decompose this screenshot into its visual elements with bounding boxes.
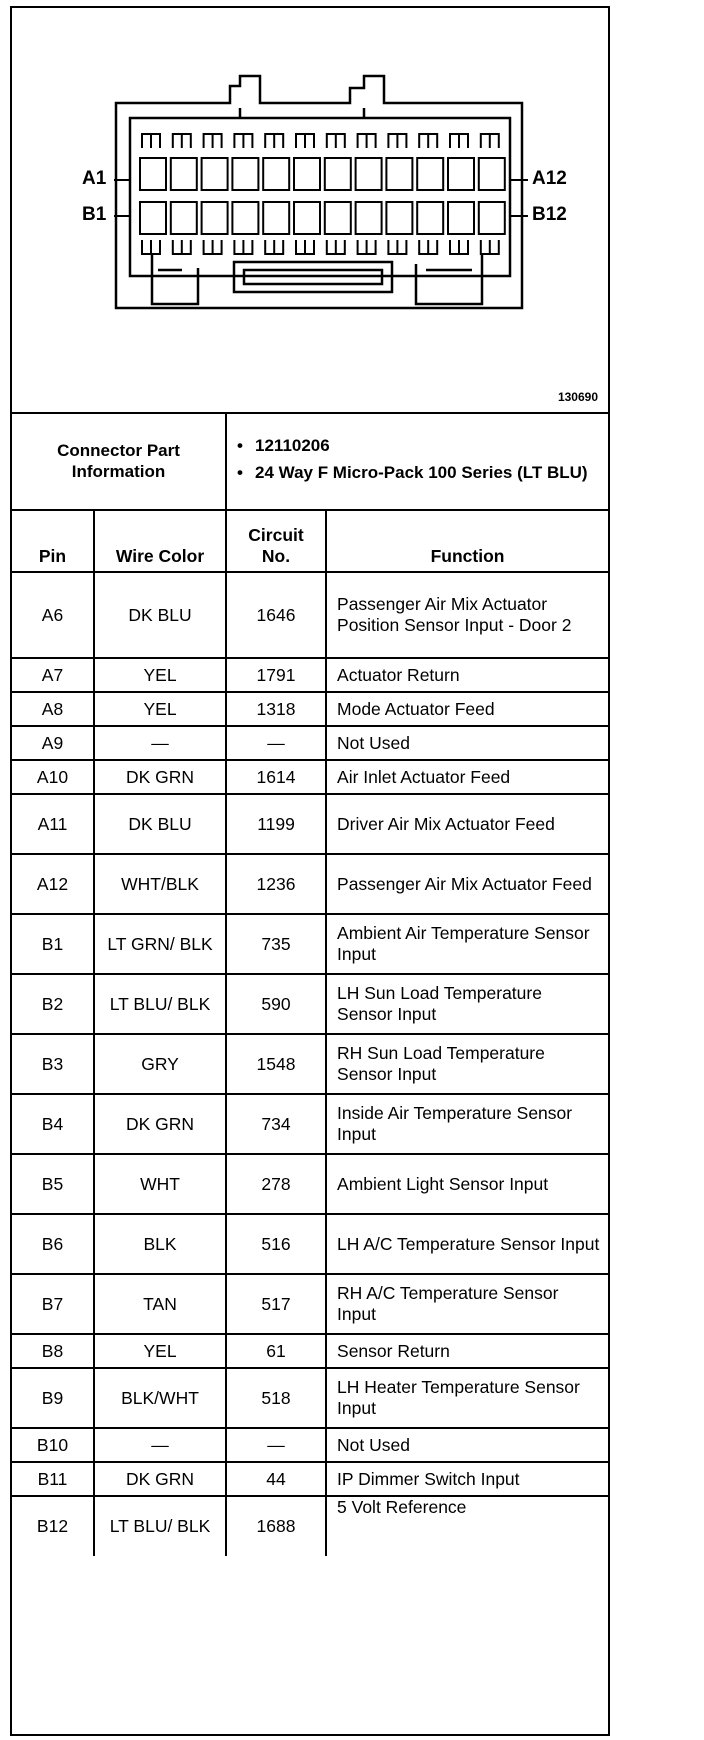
terminal-latch-top xyxy=(173,134,191,148)
terminal-cavity-a xyxy=(417,158,443,190)
table-row xyxy=(12,974,608,1034)
pin-cell: B8 xyxy=(12,1334,94,1368)
table-row xyxy=(12,726,608,760)
function-cell: Passenger Air Mix Actuator Position Sensor Input - Door 2 xyxy=(326,572,608,658)
function-cell: Air Inlet Actuator Feed xyxy=(326,760,608,794)
circuit-cell: 1318 xyxy=(226,692,326,726)
function-cell: Driver Air Mix Actuator Feed xyxy=(326,794,608,854)
terminal-latch-bottom xyxy=(327,240,345,254)
wire-color-cell: WHT xyxy=(94,1154,226,1214)
wire-color-cell: TAN xyxy=(94,1274,226,1334)
pin-cell: A11 xyxy=(12,794,94,854)
table-row xyxy=(12,1368,608,1428)
terminal-latch-top xyxy=(265,134,283,148)
wire-color-cell: DK BLU xyxy=(94,572,226,658)
header-wire-color: Wire Color xyxy=(94,510,226,572)
terminal-latch-top xyxy=(419,134,437,148)
terminal-cavity-b xyxy=(294,202,320,234)
terminal-latch-bottom xyxy=(265,240,283,254)
terminal-latch-bottom xyxy=(388,240,406,254)
terminal-cavity-a xyxy=(202,158,228,190)
terminal-latch-bottom xyxy=(450,240,468,254)
pin-cell: B2 xyxy=(12,974,94,1034)
terminal-cavity-a xyxy=(232,158,258,190)
circuit-cell: 590 xyxy=(226,974,326,1034)
wire-color-cell: LT BLU/ BLK xyxy=(94,974,226,1034)
table-row xyxy=(12,760,608,794)
terminal-cavity-b xyxy=(479,202,505,234)
pin-cell: A7 xyxy=(12,658,94,692)
circuit-cell: 1199 xyxy=(226,794,326,854)
table-row xyxy=(12,914,608,974)
connector-info xyxy=(226,412,608,510)
connector-part-number: • 12110206 xyxy=(235,435,600,456)
terminal-cavity-a xyxy=(479,158,505,190)
wire-color-cell: WHT/BLK xyxy=(94,854,226,914)
circuit-cell: 1646 xyxy=(226,572,326,658)
function-cell: Ambient Light Sensor Input xyxy=(326,1154,608,1214)
circuit-cell: 1548 xyxy=(226,1034,326,1094)
terminal-cavity-a xyxy=(325,158,351,190)
connector-info-row xyxy=(12,412,608,510)
terminal-cavity-b xyxy=(325,202,351,234)
connector-diagram xyxy=(12,8,608,414)
header-row xyxy=(12,510,608,572)
pin-cell: B12 xyxy=(12,1496,94,1556)
table-row xyxy=(12,1154,608,1214)
table-row xyxy=(12,692,608,726)
pinout-table xyxy=(12,412,608,1556)
pin-cell: B3 xyxy=(12,1034,94,1094)
wire-color-cell: LT GRN/ BLK xyxy=(94,914,226,974)
wire-color-cell: BLK xyxy=(94,1214,226,1274)
label-b12: B12 xyxy=(532,204,567,225)
header-pin: Pin xyxy=(12,510,94,572)
terminal-cavity-b xyxy=(263,202,289,234)
circuit-cell: — xyxy=(226,1428,326,1462)
wire-color-cell: GRY xyxy=(94,1034,226,1094)
table-row xyxy=(12,1214,608,1274)
label-a12: A12 xyxy=(532,168,567,189)
wire-color-cell: LT BLU/ BLK xyxy=(94,1496,226,1556)
header-function: Function xyxy=(326,510,608,572)
terminal-cavity-b xyxy=(202,202,228,234)
table-row xyxy=(12,1334,608,1368)
pin-cell: B6 xyxy=(12,1214,94,1274)
function-cell: Passenger Air Mix Actuator Feed xyxy=(326,854,608,914)
wire-color-cell: YEL xyxy=(94,692,226,726)
terminal-cavity-b xyxy=(386,202,412,234)
circuit-cell: 1236 xyxy=(226,854,326,914)
terminal-cavity-b xyxy=(356,202,382,234)
wire-color-cell: YEL xyxy=(94,1334,226,1368)
terminal-latch-top xyxy=(296,134,314,148)
circuit-cell: 1614 xyxy=(226,760,326,794)
header-circuit-no: Circuit No. xyxy=(226,510,326,572)
pin-cell: A6 xyxy=(12,572,94,658)
wire-color-cell: DK BLU xyxy=(94,794,226,854)
table-row xyxy=(12,1428,608,1462)
terminal-cavity-b xyxy=(171,202,197,234)
table-row xyxy=(12,1274,608,1334)
pin-cell: B7 xyxy=(12,1274,94,1334)
pin-cell: B9 xyxy=(12,1368,94,1428)
terminal-cavity-a xyxy=(356,158,382,190)
terminal-latch-top xyxy=(142,134,160,148)
terminal-cavity-b xyxy=(232,202,258,234)
terminal-latch-bottom xyxy=(296,240,314,254)
circuit-cell: 735 xyxy=(226,914,326,974)
table-row xyxy=(12,854,608,914)
table-row xyxy=(12,658,608,692)
circuit-cell: 278 xyxy=(226,1154,326,1214)
circuit-cell: — xyxy=(226,726,326,760)
pin-cell: B10 xyxy=(12,1428,94,1462)
terminal-latch-bottom xyxy=(234,240,252,254)
terminal-latch-bottom xyxy=(358,240,376,254)
function-cell: LH Sun Load Temperature Sensor Input xyxy=(326,974,608,1034)
function-cell: Sensor Return xyxy=(326,1334,608,1368)
pinout-sheet xyxy=(10,6,610,1736)
terminal-latch-bottom xyxy=(173,240,191,254)
circuit-cell: 44 xyxy=(226,1462,326,1496)
function-cell: 5 Volt Reference xyxy=(326,1496,608,1556)
terminal-cavity-a xyxy=(263,158,289,190)
function-cell: Ambient Air Temperature Sensor Input xyxy=(326,914,608,974)
function-cell: Not Used xyxy=(326,726,608,760)
wire-color-cell: — xyxy=(94,726,226,760)
circuit-cell: 61 xyxy=(226,1334,326,1368)
function-cell: RH Sun Load Temperature Sensor Input xyxy=(326,1034,608,1094)
figure-number: 130690 xyxy=(557,390,598,404)
table-row xyxy=(12,1034,608,1094)
function-cell: LH A/C Temperature Sensor Input xyxy=(326,1214,608,1274)
pin-cell: B11 xyxy=(12,1462,94,1496)
circuit-cell: 518 xyxy=(226,1368,326,1428)
table-row xyxy=(12,794,608,854)
pin-cell: B1 xyxy=(12,914,94,974)
terminal-latch-bottom xyxy=(142,240,160,254)
circuit-cell: 517 xyxy=(226,1274,326,1334)
connector-info-label: Connector Part Information xyxy=(12,412,226,510)
wire-color-cell: DK GRN xyxy=(94,760,226,794)
terminal-cavity-a xyxy=(294,158,320,190)
circuit-cell: 516 xyxy=(226,1214,326,1274)
terminal-cavity-b xyxy=(140,202,166,234)
terminal-latch-bottom xyxy=(481,240,499,254)
terminal-latch-top xyxy=(481,134,499,148)
terminal-cavity-b xyxy=(448,202,474,234)
terminal-latch-top xyxy=(388,134,406,148)
table-row xyxy=(12,572,608,658)
function-cell: RH A/C Temperature Sensor Input xyxy=(326,1274,608,1334)
connector-description: • 24 Way F Micro-Pack 100 Series (LT BLU) xyxy=(235,462,600,483)
pin-cell: A9 xyxy=(12,726,94,760)
wire-color-cell: — xyxy=(94,1428,226,1462)
pin-cell: B4 xyxy=(12,1094,94,1154)
table-row xyxy=(12,1094,608,1154)
pin-cell: A8 xyxy=(12,692,94,726)
terminal-cavity-a xyxy=(448,158,474,190)
table-row xyxy=(12,1462,608,1496)
terminal-latch-top xyxy=(204,134,222,148)
circuit-cell: 1791 xyxy=(226,658,326,692)
label-b1: B1 xyxy=(82,204,107,225)
wire-color-cell: YEL xyxy=(94,658,226,692)
circuit-cell: 1688 xyxy=(226,1496,326,1556)
function-cell: Not Used xyxy=(326,1428,608,1462)
function-cell: Actuator Return xyxy=(326,658,608,692)
wire-color-cell: DK GRN xyxy=(94,1094,226,1154)
terminal-latch-top xyxy=(358,134,376,148)
terminal-latch-top xyxy=(450,134,468,148)
terminal-latch-top xyxy=(234,134,252,148)
terminal-latch-bottom xyxy=(419,240,437,254)
pin-cell: A12 xyxy=(12,854,94,914)
terminal-cavity-a xyxy=(171,158,197,190)
function-cell: Inside Air Temperature Sensor Input xyxy=(326,1094,608,1154)
terminal-latch-bottom xyxy=(204,240,222,254)
terminal-latch-top xyxy=(327,134,345,148)
function-cell: LH Heater Temperature Sensor Input xyxy=(326,1368,608,1428)
wire-color-cell: BLK/WHT xyxy=(94,1368,226,1428)
wire-color-cell: DK GRN xyxy=(94,1462,226,1496)
terminal-cavity-b xyxy=(417,202,443,234)
label-a1: A1 xyxy=(82,168,107,189)
pin-cell: B5 xyxy=(12,1154,94,1214)
terminal-cavity-a xyxy=(386,158,412,190)
table-row xyxy=(12,1496,608,1556)
function-cell: IP Dimmer Switch Input xyxy=(326,1462,608,1496)
circuit-cell: 734 xyxy=(226,1094,326,1154)
pin-cell: A10 xyxy=(12,760,94,794)
function-cell: Mode Actuator Feed xyxy=(326,692,608,726)
terminal-cavity-a xyxy=(140,158,166,190)
